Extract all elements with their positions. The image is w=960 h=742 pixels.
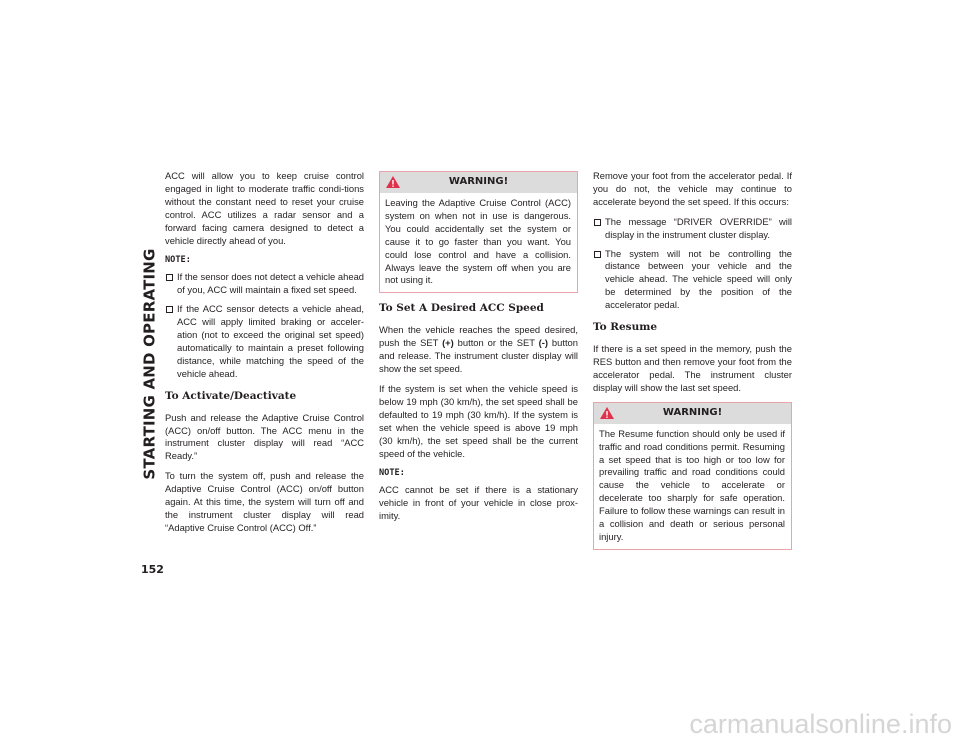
note-label: NOTE:	[165, 255, 191, 266]
warning-header	[594, 403, 791, 424]
list-item	[165, 303, 364, 380]
warning-title: WARNING!	[448, 176, 509, 188]
list-item-text: The system will not be controlling the distance between your vehicle and the vehicle ahead. The vehicle speed will only be determined by the position of the accelerator pedal.	[605, 247, 792, 311]
paragraph: If the system is set when the vehicle speed is below 19 mph (30 km/h), the set speed shall be defaulted to 19 mph (30 km/h). If the system is set when the vehicle speed is above 19 mph (30 km/h), the set speed shall be the current speed of the vehicle.	[379, 382, 578, 459]
plus-symbol: (+)	[442, 337, 454, 349]
section-title	[139, 168, 161, 560]
paragraph: If there is a set speed in the memory, push the RES button and then remove your foot from the accelerator pedal. The instrument cluster display will show the last set speed.	[593, 343, 792, 393]
checkbox-bullet-icon	[594, 219, 601, 226]
heading-set-speed: To Set A Desired ACC Speed	[379, 302, 544, 315]
checkbox-bullet-icon	[594, 251, 601, 258]
warning-box	[593, 402, 792, 550]
watermark: carmanualsonline.info	[689, 709, 952, 739]
text-run: When the vehicle reaches the speed desired, push the SET	[379, 324, 578, 349]
warning-box	[379, 171, 578, 293]
text-run: button and release. The instrument cluster display will show the set speed.	[379, 337, 578, 375]
note-label: NOTE:	[379, 468, 405, 479]
paragraph: Push and release the Adaptive Cruise Control (ACC) on/off button. The ACC menu in the instrument cluster display will read “ACC Ready.”	[165, 411, 364, 462]
heading-resume: To Resume	[593, 321, 658, 334]
list-item-text: If the ACC sensor detects a vehicle ahead, ACC will apply limited braking or acceler-ation (not to exceed the original set speed) automatically to maintain a preset following distance, while matching the speed of the vehicle ahead.	[177, 303, 364, 379]
list-item-text: If the sensor does not detect a vehicle ahead of you, ACC will maintain a fixed set speed.	[177, 271, 364, 296]
list-item	[165, 271, 364, 297]
column-3	[593, 170, 792, 558]
warning-triangle-icon	[599, 406, 615, 420]
heading-activate-deactivate: To Activate/Deactivate	[165, 389, 297, 402]
warning-header	[380, 172, 577, 193]
intro-paragraph: ACC will allow you to keep cruise control engaged in light to moderate traffic condi-tions without the constant need to reset your cruise control. ACC utilizes a radar sensor and a forward facing camera designed to detect a vehicle directly ahead of you.	[165, 170, 364, 246]
bullet-list	[165, 271, 364, 380]
text-run: button or the SET	[453, 337, 539, 349]
section-title-text: STARTING AND OPERATING	[141, 248, 160, 480]
list-item	[593, 248, 792, 313]
column-2	[379, 171, 578, 530]
paragraph	[379, 324, 578, 376]
warning-text: Leaving the Adaptive Cruise Control (ACC) system on when not in use is dangerous. You could accidentally set the system or cause it to go faster than you want. You could lose control and have a collision. Always leave the system off when you are not using it.	[385, 197, 571, 286]
minus-symbol: (-)	[538, 337, 549, 349]
warning-text: The Resume function should only be used if traffic and road conditions permit. Resuming a set speed that is too high or too low for prevailing traffic and road conditions could cause the vehicle to accelerate or decelerate too sharply for safe operation. Failure to follow these warnings can result in a collision and death or serious personal injury.	[599, 427, 785, 542]
intro-paragraph: Remove your foot from the accelerator pedal. If you do not, the vehicle may continue to accelerate beyond the set speed. If this occurs:	[593, 170, 792, 207]
warning-triangle-icon	[385, 175, 401, 189]
note-text: ACC cannot be set if there is a stationary vehicle in front of your vehicle in close prox-imity.	[379, 484, 578, 522]
bullet-list	[593, 216, 792, 312]
checkbox-bullet-icon	[166, 274, 173, 281]
paragraph: To turn the system off, push and release the Adaptive Cruise Control (ACC) on/off button again. At this time, the system will turn off and the instrument cluster display will read “Adaptive Cruise Control (ACC) Off.”	[165, 470, 364, 533]
list-item-text: The message “DRIVER OVERRIDE” will display in the instrument cluster display.	[605, 215, 792, 240]
checkbox-bullet-icon	[166, 306, 173, 313]
warning-title: WARNING!	[662, 406, 723, 418]
list-item	[593, 216, 792, 242]
page-number: 152	[141, 563, 164, 576]
column-1	[165, 170, 364, 542]
